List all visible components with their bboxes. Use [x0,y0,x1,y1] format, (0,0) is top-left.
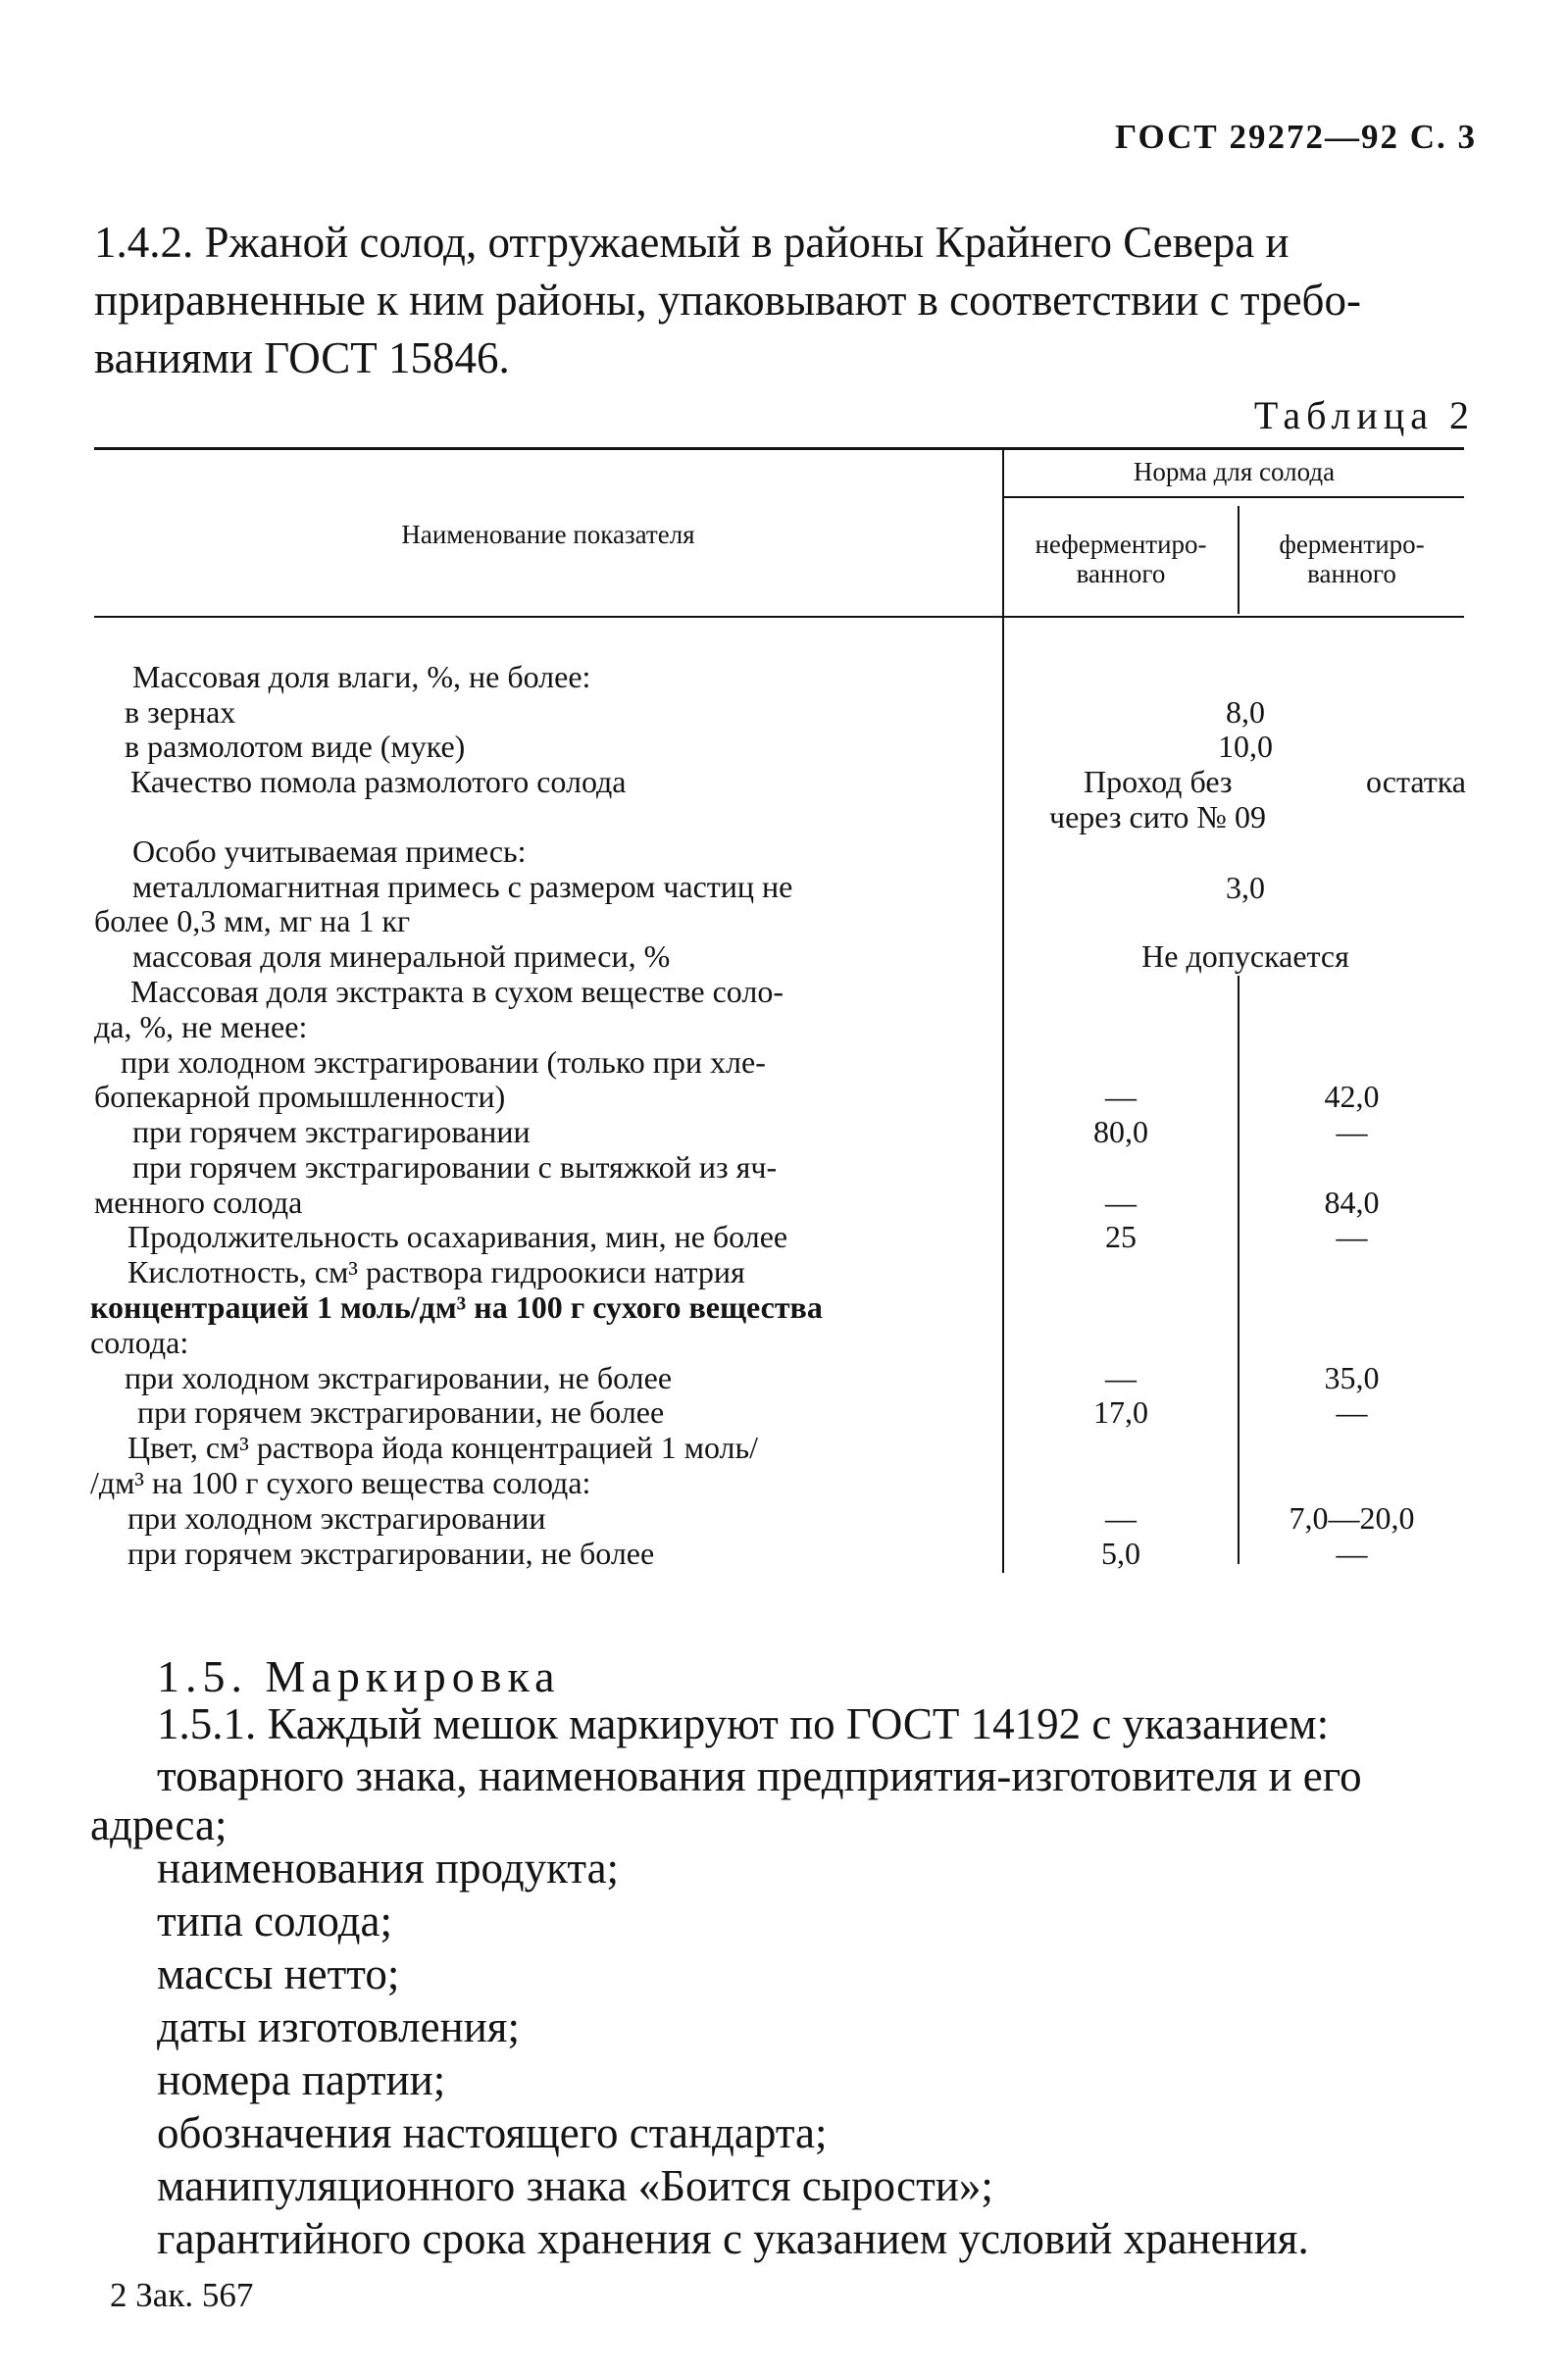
table-row-label: при горячем экстрагировании, не более [127,1536,655,1571]
fermented-value: — [1336,1219,1368,1254]
paragraph-1-4-2 [94,214,1467,387]
unfermented-value: 80,0 [1093,1114,1148,1149]
marking-list-item: номера партии; [157,2055,446,2104]
values-subcolumn-divider [1238,976,1239,1564]
unfermented-value: — [1105,1079,1137,1114]
table-row-label: Кислотность, см³ раствора гидроокиси натрия [127,1254,745,1289]
unfermented-column-header [1004,530,1238,588]
table-row-label: при горячем экстрагировании [132,1114,531,1149]
fermented-value: 35,0 [1324,1360,1380,1395]
unfermented-value: 25 [1105,1219,1137,1254]
unfermented-value: 17,0 [1093,1394,1148,1430]
table-row-label: Продолжительность осахаривания, мин, не более [127,1219,788,1254]
marking-intro-line: товарного знака, наименования предприятия-изготовителя и его [157,1751,1362,1800]
marking-list-item: наименования продукта; [157,1844,620,1893]
page-footer: 2 Зак. 567 [110,2276,254,2314]
table-row-label: при холодном экстрагировании (только при хле- [121,1044,766,1080]
table-row-label: Особо учитываемая примесь: [132,833,527,869]
fermented-value: — [1336,1394,1368,1430]
section-heading: 1.5. Маркировка [157,1651,561,1701]
fermented-value: — [1336,1536,1368,1571]
unfermented-value: — [1105,1185,1137,1220]
marking-list-item: гарантийного срока хранения с указанием условий хранения. [157,2214,1309,2263]
unfermented-value: — [1105,1360,1137,1395]
marking-list-item: типа солода; [157,1896,392,1945]
header-line: неферментиро- [1035,530,1207,559]
moisture-flour-value: 10,0 [1218,729,1273,764]
milling-quality-value: Проход без [1084,764,1233,799]
table-row-label: металломагнитная примесь с размером частиц не [132,869,793,904]
milling-quality-value-line2: через сито № 09 [1049,799,1266,834]
table-row-label: /дм³ на 100 г сухого вещества солода: [90,1465,591,1500]
table-row-label: при горячем экстрагировании, не более [137,1394,665,1430]
table-row-label: при горячем экстрагировании с вытяжкой из яч- [132,1149,778,1185]
fermented-value: 42,0 [1324,1079,1380,1114]
unfermented-value: — [1105,1500,1137,1536]
fermented-column-header [1239,530,1464,588]
table-row-label: да, %, не менее: [94,1009,308,1044]
table-row-label: массовая доля минеральной примеси, % [132,938,671,974]
marking-intro-line: 1.5.1. Каждый мешок маркируют по ГОСТ 14192 с указанием: [157,1699,1330,1748]
unfermented-value: 5,0 [1101,1536,1140,1571]
table-row-label: Качество помола размолотого солода [130,764,627,799]
paragraph-line: 1.4.2. Ржаной солод, отгружаемый в районы Крайнего Севера и [94,218,1290,267]
header-line: ванного [1076,559,1166,588]
milling-quality-value-end: остатка [1366,764,1466,799]
indicator-column-header: Наименование показателя [401,520,695,549]
fermented-value: — [1336,1114,1368,1149]
norm-column-header: Норма для солода [1133,457,1336,486]
table-row-label: концентрацией 1 моль/дм³ на 100 г сухого вещества [90,1289,823,1325]
document-header: ГОСТ 29272—92 С. 3 [1115,118,1477,156]
marking-list-item: манипуляционного знака «Боится сырости»; [157,2161,993,2210]
table-row-label: Цвет, см³ раствора йода концентрацией 1 моль/ [127,1430,758,1465]
mineral-admixture-value: Не допускается [1141,938,1349,974]
table-caption: Таблица 2 [1253,393,1475,437]
table-header-bottom-rule [94,616,1464,618]
table-row-label: бопекарной промышленности) [94,1079,506,1114]
table-row-label: в размолотом виде (муке) [125,729,466,764]
table-row-label: Массовая доля влаги, %, не более: [132,659,591,694]
table-row-label: в зернах [125,694,236,730]
table-row-label: менного солода [94,1185,303,1220]
header-line: ферментиро- [1279,530,1425,559]
table-row-label: Массовая доля экстракта в сухом веществе соло- [130,974,784,1009]
marking-list-item: даты изготовления; [157,2002,520,2051]
table-row-label: при холодном экстрагировании [127,1500,546,1536]
paragraph-line: приравненные к ним районы, упаковывают в соответствии с требо- [94,276,1361,325]
marking-list-item: массы нетто; [157,1949,400,1998]
metallomagnetic-value: 3,0 [1226,870,1265,905]
header-line: ванного [1307,559,1396,588]
marking-intro-line: адреса; [90,1800,228,1849]
table-row-label: солода: [90,1325,189,1360]
table-top-rule [94,447,1464,450]
table-row-label: более 0,3 мм, мг на 1 кг [94,903,411,938]
fermented-value: 84,0 [1324,1185,1380,1220]
table-row-label: при холодном экстрагировании, не более [125,1360,673,1395]
moisture-grain-value: 8,0 [1226,694,1265,730]
norm-sub-rule [1003,496,1464,498]
fermented-value: 7,0—20,0 [1289,1500,1415,1536]
marking-list-item: обозначения настоящего стандарта; [157,2108,828,2157]
paragraph-line: ваниями ГОСТ 15846. [94,333,510,382]
